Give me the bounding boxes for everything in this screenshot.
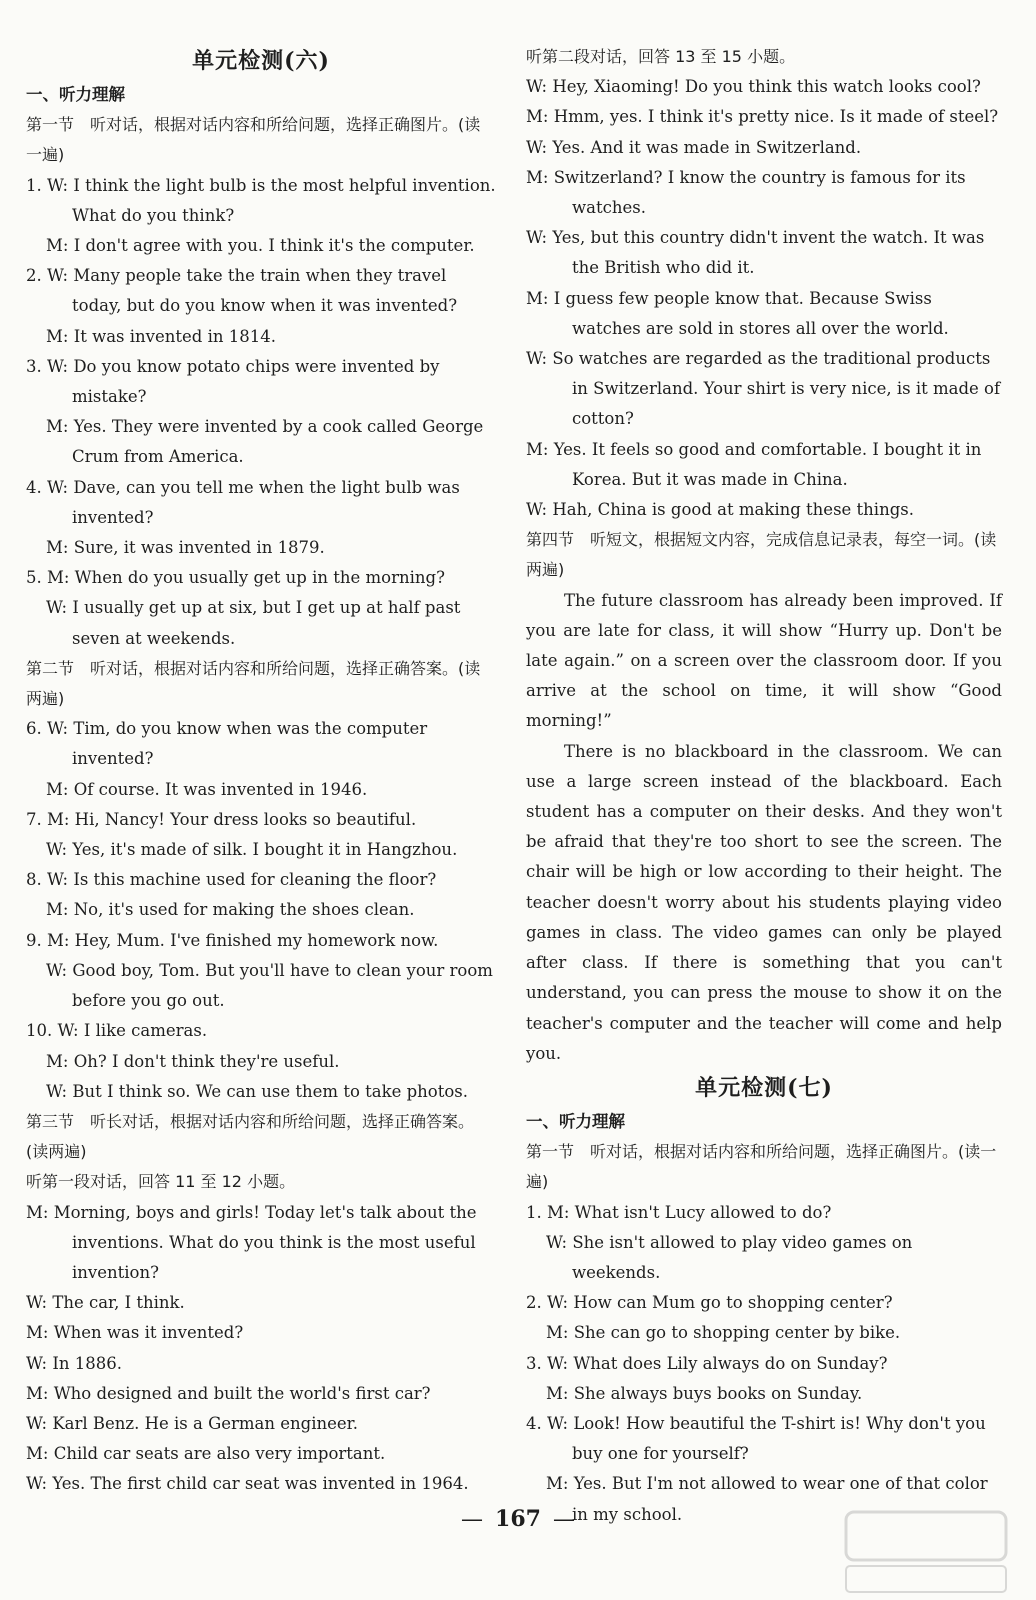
dialog-line: M: Hmm, yes. I think it's pretty nice. Is it made of steel?	[526, 107, 999, 127]
dialog-line: W: She isn't allowed to play video games on weekends.	[546, 1232, 913, 1282]
dialog-line: 3. W: Do you know potato chips were invented by mistake?	[26, 356, 440, 407]
part2-items	[26, 714, 496, 1107]
part1-instruction: 第一节 听对话，根据对话内容和所给问题，选择正确图片。(读一遍)	[26, 115, 481, 165]
dialog1-intro: 听第一段对话，回答 11 至 12 小题。	[26, 1172, 296, 1192]
dialog-line: M: Who designed and built the world's first car?	[26, 1383, 431, 1403]
passage-paragraph: The future classroom has already been improved. If you are late for class, it will show “Hurry up. Don't be late again.” on a screen over the classroom door. If you arrive at the school on time, it will show “Good morning!”	[526, 590, 1002, 731]
dialog-line: W: But I think so. We can use them to take photos.	[46, 1081, 468, 1101]
passage	[526, 586, 1002, 1069]
dialog-line: 1. W: I think the light bulb is the most helpful invention. What do you think?	[26, 175, 496, 225]
right-column	[526, 42, 1002, 1524]
dialog1-lines	[26, 1198, 496, 1500]
dialog-line: 10. W: I like cameras.	[26, 1021, 208, 1041]
page-number: 167	[495, 1506, 541, 1532]
dialog-line: W: Yes. And it was made in Switzerland.	[526, 137, 862, 157]
dialog-line: M: Oh? I don't think they're useful.	[46, 1051, 340, 1071]
dialog-line: M: I don't agree with you. I think it's the computer.	[46, 236, 475, 256]
dialog-line: M: No, it's used for making the shoes clean.	[46, 900, 415, 920]
dialog-line: M: Of course. It was invented in 1946.	[46, 779, 368, 799]
dialog-line: M: She can go to shopping center by bike.	[546, 1323, 901, 1343]
dialog-line: 6. W: Tim, do you know when was the computer invented?	[26, 719, 428, 769]
dialog-line: M: Switzerland? I know the country is famous for its watches.	[526, 167, 966, 218]
passage-paragraph: There is no blackboard in the classroom. We can use a large screen instead of the blackboard. Each student has a computer on their desks. And they won't be afraid that they're too short to see the screen. The chair will be high or low according to their height. The teacher doesn't worry about his students playing video games in class. The video games can only be played after class. If there is something that you can't understand, you can press the mouse to show it on the teacher's computer and the teacher will come and help you.	[526, 741, 1002, 1063]
dialog-line: W: Yes, but this country didn't invent the watch. It was the British who did it.	[526, 228, 985, 278]
dialog-line: M: Morning, boys and girls! Today let's talk about the inventions. What do you think is the most useful invention?	[26, 1202, 477, 1282]
dialog-line: 3. W: What does Lily always do on Sunday?	[526, 1353, 888, 1373]
dialog-line: 2. W: Many people take the train when they travel today, but do you know when it was invented?	[26, 266, 458, 316]
watermark-logo-icon	[826, 1506, 1026, 1596]
dialog-line: W: Karl Benz. He is a German engineer.	[26, 1413, 358, 1433]
part2-instruction: 第二节 听对话，根据对话内容和所给问题，选择正确答案。(读两遍)	[26, 658, 481, 709]
listening-section-heading-2: 一、听力理解	[526, 1111, 625, 1131]
dialog-line: M: Child car seats are also very important.	[26, 1444, 386, 1464]
dialog-line: 8. W: Is this machine used for cleaning the floor?	[26, 870, 437, 890]
dialog-line: 2. W: How can Mum go to shopping center?	[526, 1293, 893, 1313]
dialog-line: M: Yes. They were invented by a cook called George Crum from America.	[46, 417, 484, 467]
part1-instruction-2: 第一节 听对话，根据对话内容和所给问题，选择正确图片。(读一遍)	[526, 1142, 997, 1192]
dialog-line: 1. M: What isn't Lucy allowed to do?	[526, 1202, 832, 1222]
unit-test-7-title: 单元检测(七)	[695, 1074, 833, 1101]
dialog-line: 7. M: Hi, Nancy! Your dress looks so beautiful.	[26, 809, 417, 829]
unit-test-6-title: 单元检测(六)	[192, 48, 330, 74]
dialog-line: W: In 1886.	[26, 1353, 122, 1373]
dialog-line: 5. M: When do you usually get up in the morning?	[26, 568, 445, 588]
dialog-line: M: When was it invented?	[26, 1323, 244, 1343]
dialog-line: 9. M: Hey, Mum. I've finished my homework now.	[26, 930, 439, 950]
dialog-line: M: Yes. It feels so good and comfortable. I bought it in Korea. But it was made in China.	[526, 439, 982, 489]
listening-section-heading: 一、听力理解	[26, 85, 125, 104]
dialog-line: W: The car, I think.	[26, 1293, 185, 1313]
left-column	[26, 42, 496, 1520]
dialog2-lines	[526, 72, 1002, 525]
dialog-line: M: It was invented in 1814.	[46, 326, 276, 346]
dialog-line: 4. W: Look! How beautiful the T-shirt is! Why don't you buy one for yourself?	[526, 1413, 986, 1464]
dialog-line: W: So watches are regarded as the traditional products in Switzerland. Your shirt is very nice, is it made of cotton?	[526, 349, 1001, 429]
part1-items	[26, 171, 496, 654]
part3-instruction: 第三节 听长对话，根据对话内容和所给问题，选择正确答案。(读两遍)	[26, 1111, 475, 1162]
page-footer: — 167 —	[461, 1506, 575, 1532]
dialog-line: W: I usually get up at six, but I get up at half past seven at weekends.	[46, 598, 461, 648]
dialog2-intro: 听第二段对话，回答 13 至 15 小题。	[526, 47, 796, 66]
dialog-line: M: She always buys books on Sunday.	[546, 1383, 863, 1403]
dialog-line: W: Yes. The first child car seat was invented in 1964.	[26, 1474, 469, 1494]
dialog-line: 4. W: Dave, can you tell me when the light bulb was invented?	[26, 477, 460, 527]
part4-instruction: 第四节 听短文，根据短文内容，完成信息记录表，每空一词。(读两遍)	[526, 530, 997, 580]
dialog-line: M: I guess few people know that. Because Swiss watches are sold in stores all over the world.	[526, 288, 949, 338]
dialog-line: M: Yes. But I'm not allowed to wear one of that color in my school.	[546, 1474, 988, 1524]
dialog-line: W: Hey, Xiaoming! Do you think this watch looks cool?	[526, 77, 981, 97]
dialog-line: W: Yes, it's made of silk. I bought it in Hangzhou.	[46, 840, 458, 860]
dialog-line: M: Sure, it was invented in 1879.	[46, 538, 325, 558]
dialog-line: W: Hah, China is good at making these things.	[526, 500, 914, 520]
part1-items-2	[526, 1198, 1002, 1530]
dialog-line: W: Good boy, Tom. But you'll have to clean your room before you go out.	[46, 960, 493, 1011]
